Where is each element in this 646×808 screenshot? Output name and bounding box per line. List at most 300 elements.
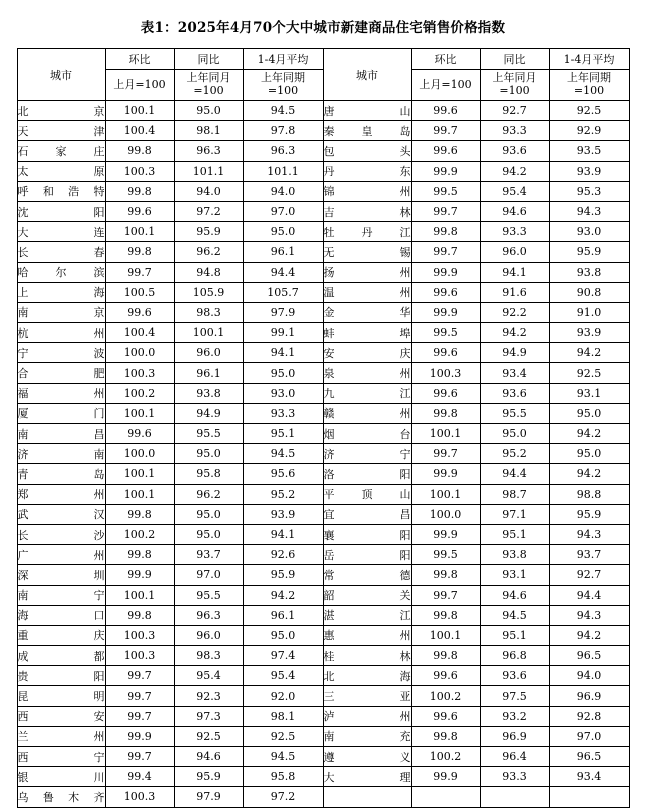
city-name-right: 三亚 xyxy=(323,686,411,706)
value-yoy-left: 94.8 xyxy=(174,262,243,282)
value-yoy-left: 96.3 xyxy=(174,141,243,161)
value-avg-right: 94.2 xyxy=(549,625,629,645)
city-name-right: 常德 xyxy=(323,565,411,585)
value-mom-left: 100.3 xyxy=(105,787,174,807)
value-avg-left: 95.0 xyxy=(243,625,323,645)
city-name-right: 牡丹江 xyxy=(323,222,411,242)
value-avg-right: 94.2 xyxy=(549,424,629,444)
value-mom-right: 100.1 xyxy=(411,484,480,504)
city-name-left: 天津 xyxy=(17,121,105,141)
value-mom-right: 99.5 xyxy=(411,323,480,343)
value-avg-right: 97.0 xyxy=(549,726,629,746)
value-mom-left: 99.8 xyxy=(105,141,174,161)
value-avg-left: 97.4 xyxy=(243,646,323,666)
value-yoy-right xyxy=(480,787,549,807)
value-yoy-left: 97.9 xyxy=(174,787,243,807)
table-row xyxy=(17,403,629,423)
value-yoy-left: 105.9 xyxy=(174,282,243,302)
value-mom-right: 100.1 xyxy=(411,625,480,645)
city-name-left: 深圳 xyxy=(17,565,105,585)
city-name-right: 无锡 xyxy=(323,242,411,262)
value-mom-left: 100.1 xyxy=(105,464,174,484)
city-name-left: 西安 xyxy=(17,706,105,726)
value-avg-right: 96.5 xyxy=(549,747,629,767)
table-row xyxy=(17,726,629,746)
header-sub-yoy-left-line2: =100 xyxy=(193,84,224,97)
value-yoy-right: 96.8 xyxy=(480,646,549,666)
header-sub-mom-right xyxy=(411,70,480,101)
city-name-right: 九江 xyxy=(323,383,411,403)
value-avg-left: 94.2 xyxy=(243,585,323,605)
table-row xyxy=(17,545,629,565)
header-sub-avg-left-line2: =100 xyxy=(267,84,299,97)
value-avg-left: 95.0 xyxy=(243,363,323,383)
value-mom-right: 100.0 xyxy=(411,504,480,524)
city-name-left: 兰州 xyxy=(17,726,105,746)
value-mom-left: 100.1 xyxy=(105,403,174,423)
value-mom-right: 99.5 xyxy=(411,545,480,565)
value-yoy-right: 92.2 xyxy=(480,302,549,322)
value-mom-left: 99.8 xyxy=(105,605,174,625)
value-mom-right: 99.6 xyxy=(411,666,480,686)
value-avg-right: 92.9 xyxy=(549,121,629,141)
value-mom-right: 99.8 xyxy=(411,605,480,625)
value-avg-right: 93.5 xyxy=(549,141,629,161)
value-mom-left: 99.9 xyxy=(105,565,174,585)
value-avg-left: 105.7 xyxy=(243,282,323,302)
header-sub-yoy-right-line1: 上年同月 xyxy=(492,71,537,85)
value-avg-right: 96.5 xyxy=(549,646,629,666)
page-title: 表1：2025年4月70个大中城市新建商品住宅销售价格指数 xyxy=(140,20,506,36)
header-group-mom-left: 环比 xyxy=(105,49,174,70)
header-sub-avg-right-line2: =100 xyxy=(573,84,605,97)
value-yoy-left: 96.1 xyxy=(174,363,243,383)
city-name-left: 西宁 xyxy=(17,747,105,767)
value-avg-left: 97.0 xyxy=(243,201,323,221)
city-name-left: 福州 xyxy=(17,383,105,403)
value-avg-left: 96.1 xyxy=(243,605,323,625)
value-avg-left: 99.1 xyxy=(243,323,323,343)
value-yoy-right: 95.0 xyxy=(480,424,549,444)
value-avg-right: 92.8 xyxy=(549,706,629,726)
header-sub-yoy-right xyxy=(480,70,549,101)
table-row xyxy=(17,282,629,302)
value-avg-left: 95.0 xyxy=(243,222,323,242)
value-yoy-right: 95.1 xyxy=(480,524,549,544)
value-avg-left: 94.5 xyxy=(243,747,323,767)
city-name-left: 合肥 xyxy=(17,363,105,383)
value-avg-right: 93.1 xyxy=(549,383,629,403)
table-row xyxy=(17,484,629,504)
value-avg-left: 92.0 xyxy=(243,686,323,706)
city-name-left: 银川 xyxy=(17,767,105,787)
value-mom-right: 99.6 xyxy=(411,282,480,302)
value-avg-left: 96.1 xyxy=(243,242,323,262)
city-name-left: 北京 xyxy=(17,101,105,121)
value-mom-right xyxy=(411,787,480,807)
value-mom-left: 99.6 xyxy=(105,201,174,221)
table-row xyxy=(17,201,629,221)
city-name-right: 温州 xyxy=(323,282,411,302)
value-mom-right: 99.5 xyxy=(411,181,480,201)
value-mom-left: 100.4 xyxy=(105,121,174,141)
value-avg-left: 92.6 xyxy=(243,545,323,565)
city-name-left: 贵阳 xyxy=(17,666,105,686)
value-mom-left: 99.6 xyxy=(105,302,174,322)
city-name-left: 乌鲁木齐 xyxy=(17,787,105,807)
value-yoy-right: 94.4 xyxy=(480,464,549,484)
value-avg-left: 97.8 xyxy=(243,121,323,141)
value-yoy-right: 93.6 xyxy=(480,383,549,403)
city-name-right: 唐山 xyxy=(323,101,411,121)
value-mom-left: 100.5 xyxy=(105,282,174,302)
table-row xyxy=(17,524,629,544)
value-yoy-right: 93.1 xyxy=(480,565,549,585)
header-sub-avg-left-line1: 上年同期 xyxy=(261,71,305,85)
value-yoy-right: 96.9 xyxy=(480,726,549,746)
city-name-left: 昆明 xyxy=(17,686,105,706)
city-name-right: 金华 xyxy=(323,302,411,322)
value-mom-left: 100.3 xyxy=(105,646,174,666)
value-yoy-left: 98.1 xyxy=(174,121,243,141)
value-mom-right: 99.8 xyxy=(411,565,480,585)
value-yoy-right: 93.3 xyxy=(480,222,549,242)
header-group-avg-right: 1-4月平均 xyxy=(549,49,629,70)
table-row xyxy=(17,141,629,161)
city-name-left: 杭州 xyxy=(17,323,105,343)
value-yoy-left: 94.0 xyxy=(174,181,243,201)
city-name-left: 武汉 xyxy=(17,504,105,524)
value-mom-left: 99.6 xyxy=(105,424,174,444)
value-avg-left: 94.1 xyxy=(243,343,323,363)
value-yoy-right: 95.2 xyxy=(480,444,549,464)
value-yoy-left: 97.2 xyxy=(174,201,243,221)
value-yoy-right: 95.4 xyxy=(480,181,549,201)
header-sub-yoy-right-line2: =100 xyxy=(499,84,530,97)
city-name-left: 重庆 xyxy=(17,625,105,645)
value-avg-right: 93.7 xyxy=(549,545,629,565)
city-name-right: 泸州 xyxy=(323,706,411,726)
value-yoy-left: 101.1 xyxy=(174,161,243,181)
table-row xyxy=(17,343,629,363)
city-name-right: 泉州 xyxy=(323,363,411,383)
table-row xyxy=(17,464,629,484)
value-yoy-right: 98.7 xyxy=(480,484,549,504)
city-name-right: 吉林 xyxy=(323,201,411,221)
value-mom-left: 100.1 xyxy=(105,222,174,242)
value-mom-right: 99.6 xyxy=(411,101,480,121)
value-avg-right: 95.3 xyxy=(549,181,629,201)
value-avg-right: 92.7 xyxy=(549,565,629,585)
value-avg-right: 95.0 xyxy=(549,444,629,464)
header-group-mom-right: 环比 xyxy=(411,49,480,70)
table-row xyxy=(17,625,629,645)
value-mom-right: 99.9 xyxy=(411,302,480,322)
value-yoy-left: 96.0 xyxy=(174,343,243,363)
value-avg-left: 98.1 xyxy=(243,706,323,726)
value-avg-left: 94.4 xyxy=(243,262,323,282)
value-mom-left: 99.7 xyxy=(105,262,174,282)
city-name-left: 石家庄 xyxy=(17,141,105,161)
value-mom-left: 100.2 xyxy=(105,524,174,544)
value-avg-right: 94.3 xyxy=(549,524,629,544)
value-avg-left: 95.1 xyxy=(243,424,323,444)
city-name-right: 烟台 xyxy=(323,424,411,444)
value-yoy-right: 93.3 xyxy=(480,121,549,141)
value-mom-right: 99.9 xyxy=(411,262,480,282)
value-avg-left: 101.1 xyxy=(243,161,323,181)
value-yoy-left: 95.5 xyxy=(174,424,243,444)
value-mom-left: 99.8 xyxy=(105,545,174,565)
value-yoy-left: 95.0 xyxy=(174,524,243,544)
table-row xyxy=(17,666,629,686)
table-row xyxy=(17,444,629,464)
value-mom-right: 99.9 xyxy=(411,524,480,544)
value-yoy-right: 93.6 xyxy=(480,141,549,161)
value-mom-right: 100.2 xyxy=(411,747,480,767)
value-yoy-left: 97.0 xyxy=(174,565,243,585)
value-yoy-left: 96.3 xyxy=(174,605,243,625)
city-name-right: 惠州 xyxy=(323,625,411,645)
header-sub-mom-right-line1: 上月=100 xyxy=(419,77,472,91)
value-avg-left: 94.0 xyxy=(243,181,323,201)
value-yoy-left: 94.9 xyxy=(174,403,243,423)
value-mom-right: 99.8 xyxy=(411,403,480,423)
value-mom-right: 99.6 xyxy=(411,141,480,161)
table-row xyxy=(17,585,629,605)
city-name-left: 呼和浩特 xyxy=(17,181,105,201)
city-name-right: 秦皇岛 xyxy=(323,121,411,141)
table-body xyxy=(17,101,629,808)
table-row xyxy=(17,363,629,383)
value-yoy-left: 98.3 xyxy=(174,646,243,666)
value-yoy-right: 93.3 xyxy=(480,767,549,787)
table-header xyxy=(17,49,629,101)
value-yoy-left: 92.3 xyxy=(174,686,243,706)
value-yoy-left: 97.3 xyxy=(174,706,243,726)
value-yoy-left: 96.2 xyxy=(174,242,243,262)
value-yoy-right: 92.7 xyxy=(480,101,549,121)
city-name-left: 青岛 xyxy=(17,464,105,484)
value-yoy-right: 95.5 xyxy=(480,403,549,423)
value-avg-right: 94.4 xyxy=(549,585,629,605)
value-yoy-right: 93.6 xyxy=(480,666,549,686)
value-avg-left: 93.9 xyxy=(243,504,323,524)
value-mom-left: 99.8 xyxy=(105,181,174,201)
city-name-right: 平顶山 xyxy=(323,484,411,504)
city-name-right: 北海 xyxy=(323,666,411,686)
value-mom-right: 99.6 xyxy=(411,383,480,403)
value-yoy-right: 97.5 xyxy=(480,686,549,706)
value-mom-right: 100.3 xyxy=(411,363,480,383)
table-row xyxy=(17,767,629,787)
value-mom-left: 100.4 xyxy=(105,323,174,343)
city-name-right: 锦州 xyxy=(323,181,411,201)
value-avg-right: 93.4 xyxy=(549,767,629,787)
table-row xyxy=(17,181,629,201)
value-yoy-right: 94.6 xyxy=(480,585,549,605)
table-row xyxy=(17,747,629,767)
city-name-right: 南充 xyxy=(323,726,411,746)
value-avg-right: 93.9 xyxy=(549,323,629,343)
value-yoy-left: 95.5 xyxy=(174,585,243,605)
value-mom-right: 100.1 xyxy=(411,424,480,444)
city-name-left: 长沙 xyxy=(17,524,105,544)
value-mom-left: 100.3 xyxy=(105,161,174,181)
value-yoy-left: 95.0 xyxy=(174,444,243,464)
table-row xyxy=(17,787,629,807)
value-avg-right: 93.9 xyxy=(549,161,629,181)
value-avg-right: 98.8 xyxy=(549,484,629,504)
header-group-avg-left: 1-4月平均 xyxy=(243,49,323,70)
value-avg-left: 93.0 xyxy=(243,383,323,403)
value-avg-right: 92.5 xyxy=(549,101,629,121)
value-avg-left: 95.9 xyxy=(243,565,323,585)
city-name-left: 郑州 xyxy=(17,484,105,504)
city-name-right: 遵义 xyxy=(323,747,411,767)
city-name-left: 海口 xyxy=(17,605,105,625)
value-avg-left: 97.9 xyxy=(243,302,323,322)
city-name-right: 安庆 xyxy=(323,343,411,363)
value-mom-right: 99.6 xyxy=(411,343,480,363)
city-name-left: 南宁 xyxy=(17,585,105,605)
value-mom-right: 99.7 xyxy=(411,242,480,262)
city-name-right: 宜昌 xyxy=(323,504,411,524)
table-row xyxy=(17,383,629,403)
value-yoy-left: 96.2 xyxy=(174,484,243,504)
city-name-left: 南京 xyxy=(17,302,105,322)
value-mom-left: 100.1 xyxy=(105,101,174,121)
value-mom-left: 99.7 xyxy=(105,666,174,686)
value-mom-right: 99.7 xyxy=(411,585,480,605)
city-name-left: 太原 xyxy=(17,161,105,181)
value-mom-left: 99.7 xyxy=(105,706,174,726)
table-row xyxy=(17,242,629,262)
city-name-right: 韶关 xyxy=(323,585,411,605)
city-name-right: 包头 xyxy=(323,141,411,161)
value-mom-right: 99.6 xyxy=(411,706,480,726)
header-group-yoy-right: 同比 xyxy=(480,49,549,70)
header-sub-avg-right-line1: 上年同期 xyxy=(567,71,611,85)
city-name-right: 扬州 xyxy=(323,262,411,282)
city-name-right xyxy=(323,787,411,807)
value-yoy-right: 94.6 xyxy=(480,201,549,221)
value-yoy-right: 94.1 xyxy=(480,262,549,282)
table-row xyxy=(17,646,629,666)
table-row xyxy=(17,706,629,726)
value-yoy-left: 96.0 xyxy=(174,625,243,645)
table-row xyxy=(17,121,629,141)
value-avg-right: 93.8 xyxy=(549,262,629,282)
header-sub-yoy-left-line1: 上年同月 xyxy=(186,71,231,85)
city-name-left: 南昌 xyxy=(17,424,105,444)
value-mom-right: 99.7 xyxy=(411,444,480,464)
value-yoy-left: 95.9 xyxy=(174,222,243,242)
city-name-left: 厦门 xyxy=(17,403,105,423)
value-mom-left: 100.2 xyxy=(105,383,174,403)
table-row xyxy=(17,302,629,322)
header-sub-mom-left xyxy=(105,70,174,101)
value-mom-right: 99.9 xyxy=(411,464,480,484)
value-yoy-right: 94.2 xyxy=(480,323,549,343)
value-yoy-left: 95.4 xyxy=(174,666,243,686)
city-name-right: 大理 xyxy=(323,767,411,787)
value-yoy-left: 95.0 xyxy=(174,504,243,524)
city-name-right: 洛阳 xyxy=(323,464,411,484)
value-avg-right: 92.5 xyxy=(549,363,629,383)
header-group-row xyxy=(17,49,629,70)
value-yoy-left: 95.9 xyxy=(174,767,243,787)
city-name-left: 成都 xyxy=(17,646,105,666)
city-name-left: 长春 xyxy=(17,242,105,262)
table-row xyxy=(17,424,629,444)
city-name-left: 济南 xyxy=(17,444,105,464)
value-mom-left: 99.8 xyxy=(105,242,174,262)
value-yoy-right: 94.9 xyxy=(480,343,549,363)
value-mom-left: 100.0 xyxy=(105,343,174,363)
value-mom-left: 99.9 xyxy=(105,726,174,746)
value-avg-left: 94.1 xyxy=(243,524,323,544)
header-city-left: 城市 xyxy=(17,49,105,101)
header-sub-mom-left-line1: 上月=100 xyxy=(113,77,166,91)
value-yoy-right: 94.2 xyxy=(480,161,549,181)
value-avg-right: 91.0 xyxy=(549,302,629,322)
value-mom-right: 99.7 xyxy=(411,121,480,141)
value-mom-left: 99.4 xyxy=(105,767,174,787)
city-name-right: 丹东 xyxy=(323,161,411,181)
value-mom-right: 99.8 xyxy=(411,222,480,242)
value-mom-right: 99.8 xyxy=(411,646,480,666)
value-avg-right: 94.3 xyxy=(549,201,629,221)
value-mom-left: 100.1 xyxy=(105,585,174,605)
value-yoy-left: 94.6 xyxy=(174,747,243,767)
value-yoy-right: 93.4 xyxy=(480,363,549,383)
value-yoy-right: 96.4 xyxy=(480,747,549,767)
city-name-right: 湛江 xyxy=(323,605,411,625)
table-row xyxy=(17,323,629,343)
table-row xyxy=(17,686,629,706)
value-avg-left: 95.2 xyxy=(243,484,323,504)
value-yoy-left: 93.8 xyxy=(174,383,243,403)
value-yoy-left: 98.3 xyxy=(174,302,243,322)
value-avg-right: 94.2 xyxy=(549,464,629,484)
value-mom-left: 100.1 xyxy=(105,484,174,504)
value-yoy-left: 95.8 xyxy=(174,464,243,484)
value-avg-right: 93.0 xyxy=(549,222,629,242)
header-group-yoy-left: 同比 xyxy=(174,49,243,70)
value-avg-left: 93.3 xyxy=(243,403,323,423)
city-name-right: 蚌埠 xyxy=(323,323,411,343)
price-index-table xyxy=(17,48,630,808)
value-mom-left: 99.7 xyxy=(105,747,174,767)
city-name-right: 岳阳 xyxy=(323,545,411,565)
value-avg-left: 95.6 xyxy=(243,464,323,484)
value-avg-left: 95.4 xyxy=(243,666,323,686)
value-yoy-right: 95.1 xyxy=(480,625,549,645)
table-row xyxy=(17,504,629,524)
value-mom-left: 100.0 xyxy=(105,444,174,464)
value-avg-left: 96.3 xyxy=(243,141,323,161)
value-avg-right: 94.2 xyxy=(549,343,629,363)
value-avg-right: 94.0 xyxy=(549,666,629,686)
value-yoy-left: 93.7 xyxy=(174,545,243,565)
value-avg-right: 95.9 xyxy=(549,504,629,524)
city-name-left: 大连 xyxy=(17,222,105,242)
value-yoy-left: 92.5 xyxy=(174,726,243,746)
table-row xyxy=(17,161,629,181)
value-mom-right: 99.7 xyxy=(411,201,480,221)
value-mom-left: 99.8 xyxy=(105,504,174,524)
